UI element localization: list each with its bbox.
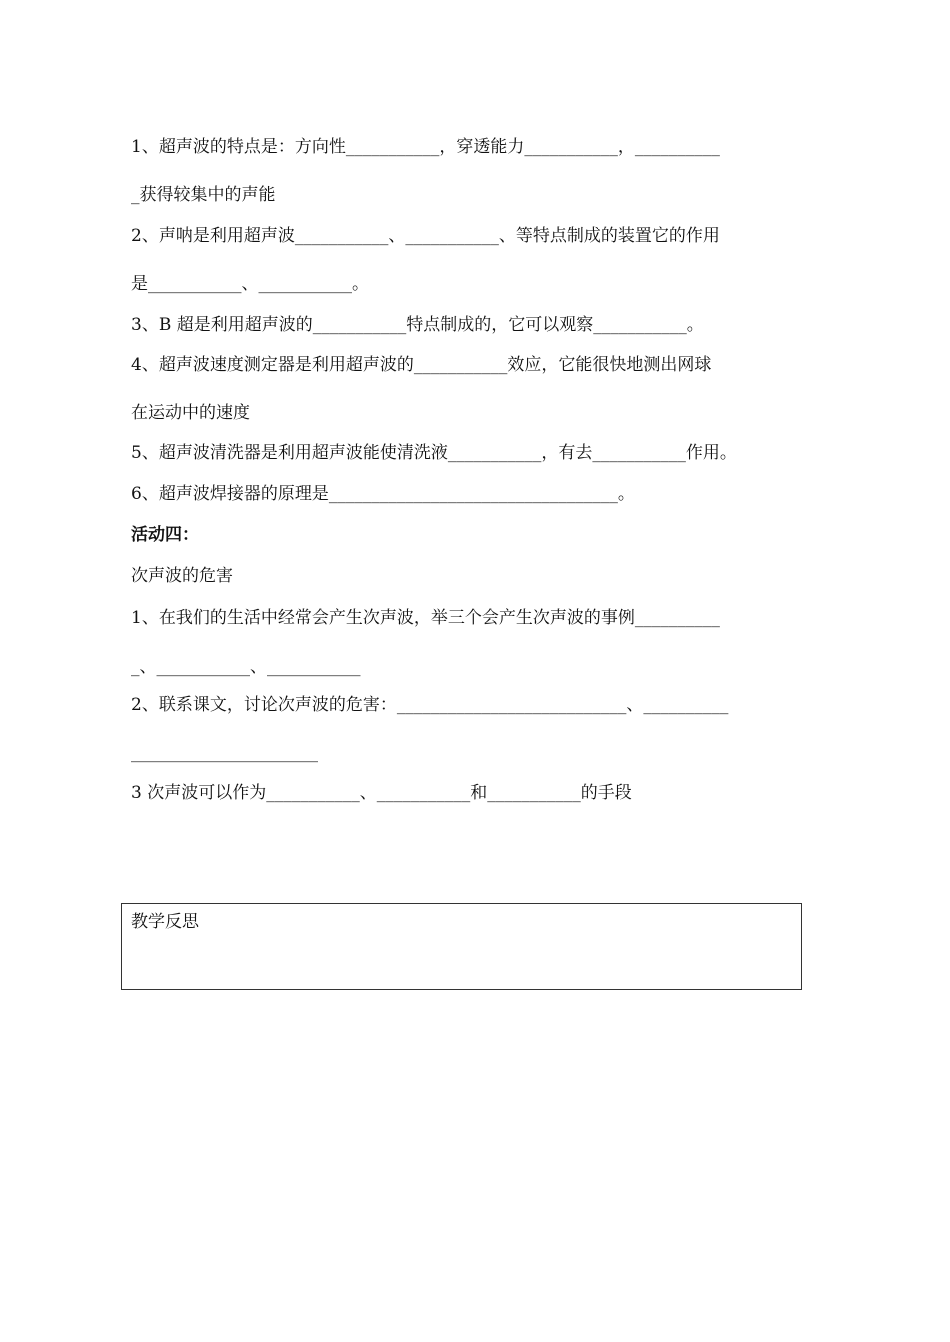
question-welder: 6、超声波焊接器的原理是__________________________________。 — [131, 484, 635, 504]
question-cleaner: 5、超声波清洗器是利用超声波能使清洗液___________，有去___________作用。 — [131, 443, 737, 463]
teaching-reflection-title: 教学反思 — [131, 912, 199, 932]
question-sonar-line2: 是___________、___________。 — [131, 274, 369, 294]
question-infrasound-uses: 3 次声波可以作为___________、___________和___________的手段 — [131, 783, 632, 803]
question-ultrasound-features-line2: _获得较集中的声能 — [131, 185, 276, 205]
teaching-reflection-box — [121, 903, 802, 990]
question-infrasound-examples-line1: 1、在我们的生活中经常会产生次声波，举三个会产生次声波的事例__________ — [131, 608, 720, 628]
question-infrasound-harm-line2: ______________________ — [131, 743, 318, 763]
question-b-ultrasound: 3、B 超是利用超声波的___________特点制成的，它可以观察___________。 — [131, 315, 704, 335]
question-speed-meter-line1: 4、超声波速度测定器是利用超声波的___________效应，它能很快地测出网球 — [131, 355, 712, 375]
activity-four-heading: 活动四： — [131, 525, 199, 545]
infrasound-hazard-subheading: 次声波的危害 — [131, 566, 233, 586]
question-ultrasound-features-line1: 1、超声波的特点是：方向性___________，穿透能力___________，__________ — [131, 137, 720, 157]
question-infrasound-examples-line2: _、___________、___________ — [131, 657, 361, 677]
question-speed-meter-line2: 在运动中的速度 — [131, 403, 250, 423]
question-infrasound-harm-line1: 2、联系课文，讨论次声波的危害：___________________________、__________ — [131, 695, 729, 715]
question-sonar-line1: 2、声呐是利用超声波___________、___________、等特点制成的装置它的作用 — [131, 226, 720, 246]
